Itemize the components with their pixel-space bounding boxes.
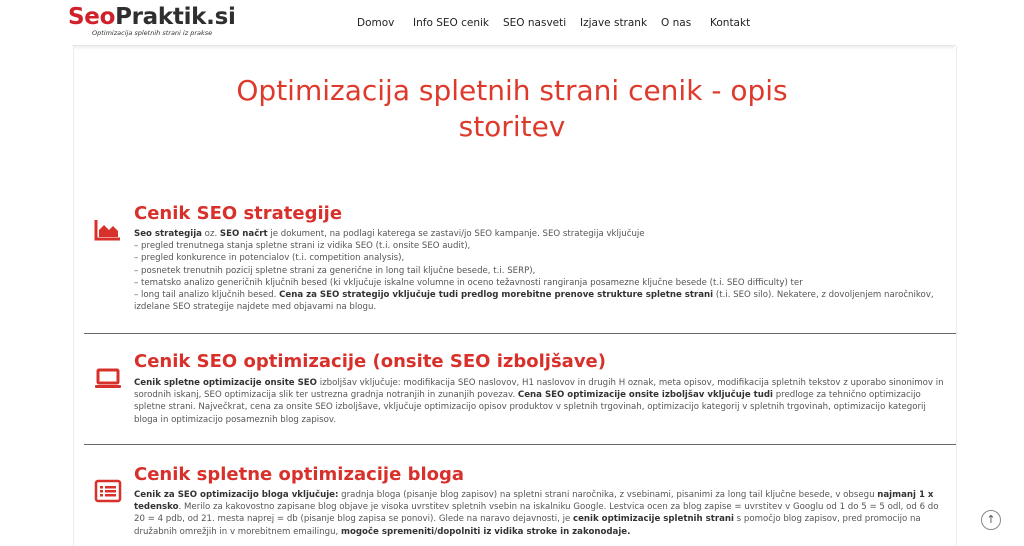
bold-text: Cenik za SEO optimizacijo bloga vključuje: <box>134 490 339 500</box>
text: je dokument, na podlagi katerega se zastavi/jo SEO kampanje. SEO strategija vključuje <box>267 229 645 239</box>
bold-text: najmanj 1 x tedensko <box>134 490 934 513</box>
text: predloge za tehnično optimizacijo spletne strani. Največkrat, cena za onsite SEO izboljšave, vključuje optimizacijo opisov produktov v spletnih trgovinah, optimizacijo kategorij v spletnih trgovinah, optimizacijo kategorij bloga in optimizacijo posameznih blog zapisov. <box>134 390 926 425</box>
laptop-icon <box>94 367 122 395</box>
section-paragraph <box>134 489 950 538</box>
section-title-blog-optimization: Cenik spletne optimizacije bloga <box>134 464 465 485</box>
list-item: – pregled trenutnega stanja spletne strani iz vidika SEO (t.i. onsite SEO audit), <box>134 241 471 252</box>
nav-seo-nasveti[interactable]: SEO nasveti <box>503 17 567 29</box>
site-logo[interactable] <box>68 4 236 42</box>
nav-kontakt[interactable]: Kontakt <box>710 17 751 29</box>
text: (t.i. SEO silo). Nekatere, z dovoljenjem naročnikov, izdelane SEO strategije najdete med objavami na blogu. <box>134 290 934 313</box>
text: s pomočjo blog zapisov, pred promocijo na družabnih omrežjih in v morebitnem emailingu, <box>134 514 921 537</box>
section-body-blog-optimization <box>134 489 950 538</box>
content-frame-shadow <box>74 46 954 50</box>
logo-tagline: Optimizacija spletnih strani iz prakse <box>92 29 213 37</box>
nav-o-nas[interactable]: O nas <box>661 17 692 29</box>
page-title: Optimizacija spletnih strani cenik - opis storitev <box>236 74 788 143</box>
text: gradnja bloga (pisanje blog zapisov) na spletni strani naročnika, z vsebinami, pisanimi za long tail ključne besede, v obsegu <box>338 490 878 500</box>
list-item: – posnetek trenutnih pozicij spletne strani za generične in long tail ključne besede, t.i. SERP), <box>134 265 536 276</box>
site-header <box>0 0 1024 46</box>
section-body-seo-strategy <box>134 228 950 313</box>
nav-izjave-strank[interactable]: Izjave strank <box>580 17 648 29</box>
list-item <box>134 289 950 313</box>
arrow-up-icon: ↑ <box>986 513 996 526</box>
nav-info-seo-cenik[interactable]: Info SEO cenik <box>413 17 489 29</box>
section-divider <box>84 333 956 334</box>
list-item: – tematsko analizo generičnih ključnih besed (ki vključuje iskalne volumne in oceno težavnosti rangiranja posamezne ključne besede (t.i. SEO difficulty) ter <box>134 277 803 288</box>
section-body-seo-optimization <box>134 377 950 426</box>
logo-seo: Seo <box>68 4 116 30</box>
section-divider <box>84 444 956 445</box>
scroll-to-top-button[interactable] <box>981 510 1001 530</box>
bold-text: Cena SEO optimizacije onsite izboljšav vključuje tudi <box>517 390 773 401</box>
section-paragraph <box>134 377 950 426</box>
section-paragraph <box>134 228 950 240</box>
text: – long tail analizo ključnih besed. <box>134 290 280 301</box>
bold-text: SEO načrt <box>219 229 268 239</box>
logo-praktik: Praktik.si <box>115 4 236 30</box>
bold-text: Seo strategija <box>134 229 202 239</box>
bold-text: Cena za SEO strategijo vključuje tudi predlog morebitne prenove strukture spletne strani <box>279 290 714 301</box>
section-title-seo-optimization: Cenik SEO optimizacije (onsite SEO izboljšave) <box>134 351 606 372</box>
area-chart-icon <box>94 218 122 246</box>
nav-domov[interactable]: Domov <box>357 17 395 29</box>
bold-text: cenik optimizacije spletnih strani <box>572 514 734 525</box>
list-item: – pregled konkurence in potencialov (t.i. competition analysis), <box>134 253 405 264</box>
section-title-seo-strategy: Cenik SEO strategije <box>134 203 343 224</box>
list-alt-icon <box>94 479 122 507</box>
text: oz. <box>201 229 220 239</box>
bold-text: mogoče spremeniti/dopolniti iz vidika stroke in zakonodaje. <box>341 526 631 537</box>
text: izboljšav vključuje: modifikacija SEO naslovov, H1 naslovov in drugih H oznak, meta opisov, modifikacija spletnih tekstov z uporabo sinonimov in sorodnih iskanj, SEO optimizacija slik ter ustrezna gradnja notranjih in zunanjih povezav. <box>134 378 944 401</box>
text: . Merilo za kakovostno zapisane blog objave je visoka uvrstitev spletnih vsebin na iskalniku Google. Lestvica ocen za blog zapise = uvrstitev v Googlu od 1 do 5 = 5 odl, od 6 do 20 = 4 pdb, od 21. mesta naprej = db (pisanje blog zapisa se ponovi). Glede na naravo dejavnosti, je <box>134 502 939 525</box>
bold-text: Cenik spletne optimizacije onsite SEO <box>134 378 317 388</box>
